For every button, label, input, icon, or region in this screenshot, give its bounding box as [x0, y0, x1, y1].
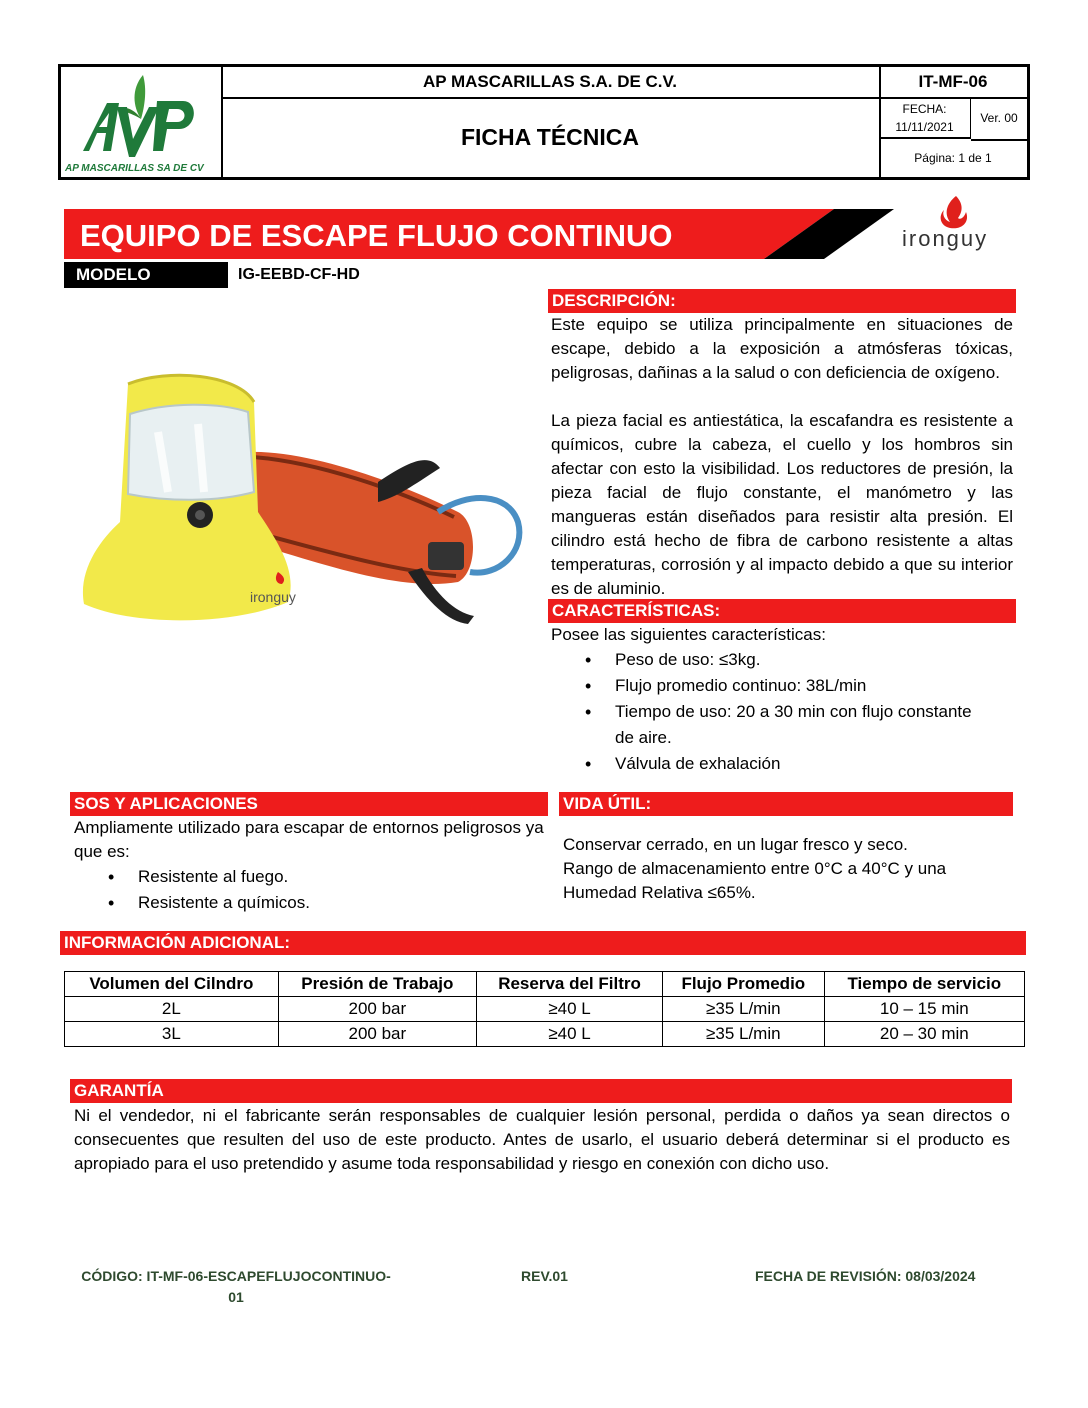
list-item: • Resistente a químicos.: [74, 890, 534, 916]
footer-codigo: [76, 1266, 396, 1308]
garantia-text: Ni el vendedor, ni el fabricante serán responsables de cualquier lesión personal, perdida o daños ya sean directos o consecuentes que resulten del uso de este producto. Antes de usarlo, el usuario deberá determinar si el producto es apropiado para el uso pretendido y asume toda responsabilidad y riesgo en conexión con dicho uso.: [74, 1106, 1010, 1173]
document-date: [879, 97, 971, 139]
product-title: EQUIPO DE ESCAPE FLUJO CONTINUO: [80, 218, 673, 253]
page-number: Página: 1 de 1: [914, 151, 992, 165]
table-cell: 200 bar: [278, 1022, 476, 1047]
table-cell: ≥35 L/min: [663, 1022, 825, 1047]
modelo-label: MODELO: [64, 262, 228, 288]
company-logo: [61, 67, 223, 177]
svg-text:AP MASCARILLAS SA DE CV: AP MASCARILLAS SA DE CV: [65, 163, 204, 174]
document-version: Ver. 00: [971, 97, 1027, 141]
caracteristicas-heading: CARACTERÍSTICAS:: [548, 599, 1016, 623]
table-cell: 10 – 15 min: [824, 997, 1024, 1022]
caracteristicas-list: [551, 647, 991, 777]
vida-line-1: Conservar cerrado, en un lugar fresco y seco.: [563, 835, 908, 854]
table-cell: 200 bar: [278, 997, 476, 1022]
ap-logo-icon: [61, 67, 221, 177]
table-cell: 2L: [65, 997, 279, 1022]
flame-icon: [900, 194, 1012, 256]
table-row: [65, 997, 1025, 1022]
document-code: IT-MF-06: [879, 67, 1027, 99]
table-cell: ≥35 L/min: [663, 997, 825, 1022]
info-heading: INFORMACIÓN ADICIONAL:: [60, 931, 1026, 955]
vida-heading: VIDA ÚTIL:: [559, 792, 1013, 816]
column-header: Tiempo de servicio: [824, 972, 1024, 997]
list-item: • Resistente al fuego.: [74, 864, 534, 890]
descripcion-paragraph-1: Este equipo se utiliza principalmente en situaciones de escape, debido a la exposición a atmósferas tóxicas, peligrosas, dañinas a la salud o con deficiencia de oxígeno.: [551, 315, 1013, 382]
date-label: FECHA:: [902, 102, 947, 116]
table-header-row: [65, 972, 1025, 997]
column-header: Volumen del Cilndro: [65, 972, 279, 997]
vida-line-2: Rango de almacenamiento entre 0°C a 40°C y una Humedad Relativa ≤65%.: [563, 859, 947, 902]
list-item: • Válvula de exhalación: [551, 751, 991, 777]
caracteristicas-intro: Posee las siguientes características:: [551, 625, 826, 644]
svg-text:ironguy: ironguy: [902, 226, 989, 251]
document-title: FICHA TÉCNICA: [221, 97, 881, 177]
svg-text:ironguy: ironguy: [250, 589, 296, 605]
usos-intro: Ampliamente utilizado para escapar de entornos peligrosos ya que es:: [74, 818, 544, 861]
modelo-value: IG-EEBD-CF-HD: [238, 266, 360, 283]
table-cell: 3L: [65, 1022, 279, 1047]
table-cell: 20 – 30 min: [824, 1022, 1024, 1047]
info-table: [64, 971, 1025, 1047]
company-name: AP MASCARILLAS S.A. DE C.V.: [221, 67, 881, 99]
list-item: • Tiempo de uso: 20 a 30 min con flujo constante de aire.: [551, 699, 991, 751]
garantia-heading: GARANTÍA: [70, 1079, 1012, 1103]
date-value: 11/11/2021: [895, 120, 954, 134]
descripcion-paragraph-2: La pieza facial es antiestática, la escafandra es resistente a químicos, cubre la cabeza, el cuello y los hombros sin afectar con esto la visibilidad. Los reductores de presión, la pieza facial de flujo constante, el manómetro y las mangueras están diseñados para resistir alta presión. El cilindro está hecho de fibra de carbono resistente a altas temperaturas, corrosión y al impacto debido a que su interior es de aluminio.: [551, 411, 1013, 598]
column-header: Presión de Trabajo: [278, 972, 476, 997]
column-header: Flujo Promedio: [663, 972, 825, 997]
list-item: • Peso de uso: ≤3kg.: [551, 647, 991, 673]
footer-fecha-revision: FECHA DE REVISIÓN: 08/03/2024: [755, 1268, 976, 1284]
footer-codigo-line-2: 01: [228, 1289, 244, 1305]
table-cell: ≥40 L: [477, 997, 663, 1022]
footer-codigo-line-1: CÓDIGO: IT-MF-06-ESCAPEFLUJOCONTINUO-: [81, 1268, 391, 1284]
footer-rev: REV.01: [521, 1268, 568, 1284]
usos-heading: SOS Y APLICACIONES: [70, 792, 548, 816]
document-header: [58, 64, 1030, 180]
table-cell: ≥40 L: [477, 1022, 663, 1047]
ironguy-logo: [900, 194, 1012, 256]
product-image: [78, 372, 530, 628]
descripcion-heading: DESCRIPCIÓN:: [548, 289, 1016, 313]
escape-hood-illustration: [78, 372, 530, 628]
list-item: • Flujo promedio continuo: 38L/min: [551, 673, 991, 699]
usos-list: [74, 864, 534, 916]
column-header: Reserva del Filtro: [477, 972, 663, 997]
table-row: [65, 1022, 1025, 1047]
